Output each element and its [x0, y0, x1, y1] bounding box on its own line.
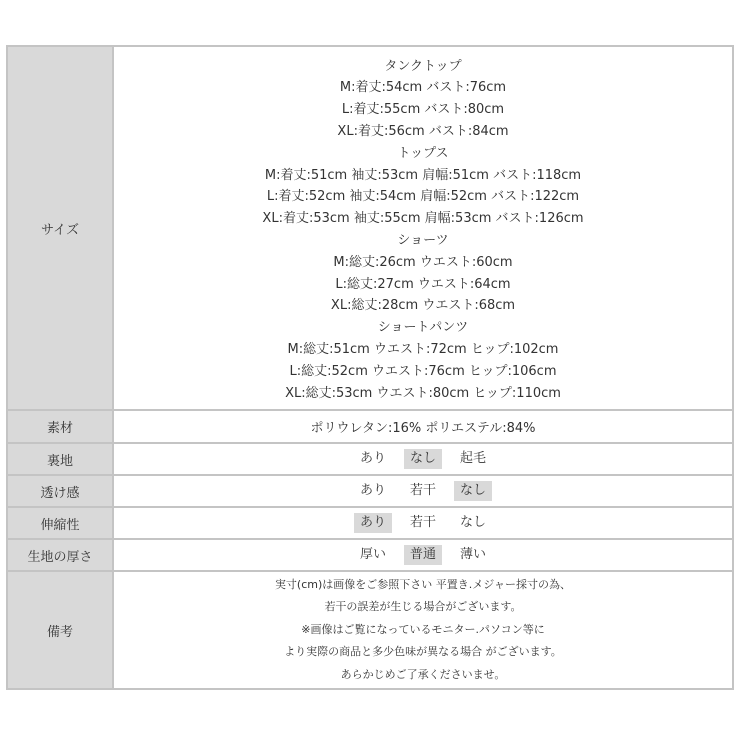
stretch-option-ari-selected: あり — [354, 513, 392, 533]
note-line: ※画像はご覧になっているモニター.パソコン等に — [301, 622, 545, 636]
product-spec-table — [6, 45, 734, 690]
size-heading-tanktop: タンクトップ — [384, 58, 462, 74]
size-line: XL:着丈:56cm バスト:84cm — [337, 124, 509, 140]
note-line: 実寸(cm)は画像をご参照下さい 平置き.メジャー採寸の為、 — [274, 577, 572, 591]
size-line: M:総丈:51cm ウエスト:72cm ヒップ:102cm — [287, 341, 559, 357]
sheerness-option-jakkan: 若干 — [409, 483, 436, 498]
size-line: M:総丈:26cm ウエスト:60cm — [333, 254, 513, 270]
lining-option-kimou: 起毛 — [460, 451, 487, 466]
size-line: L:着丈:55cm バスト:80cm — [341, 102, 505, 118]
size-heading-short-pants: ショートパンツ — [377, 320, 469, 336]
size-line: L:総丈:52cm ウエスト:76cm ヒップ:106cm — [289, 363, 557, 379]
sheerness-row — [7, 475, 733, 507]
size-line: L:着丈:52cm 袖丈:54cm 肩幅:52cm バスト:122cm — [266, 189, 580, 205]
lining-option-nashi-selected: なし — [404, 449, 442, 469]
stretch-options — [113, 507, 733, 539]
note-line: あらかじめご了承くださいませ。 — [340, 667, 506, 681]
size-values — [113, 46, 733, 410]
notes-row — [7, 571, 733, 689]
sheerness-option-nashi-selected: なし — [454, 481, 492, 501]
size-label: サイズ — [7, 46, 113, 410]
notes-label: 備考 — [7, 571, 113, 689]
material-row — [7, 410, 733, 443]
size-heading-tops: トップス — [397, 145, 449, 161]
size-line: XL:総丈:53cm ウエスト:80cm ヒップ:110cm — [285, 385, 561, 401]
lining-label: 裏地 — [7, 443, 113, 475]
lining-row — [7, 443, 733, 475]
thickness-label: 生地の厚さ — [7, 539, 113, 571]
size-line: XL:総丈:28cm ウエスト:68cm — [330, 298, 516, 314]
thickness-option-thick: 厚い — [359, 547, 386, 562]
thickness-option-thin: 薄い — [460, 547, 487, 562]
size-line: M:着丈:51cm 袖丈:53cm 肩幅:51cm バスト:118cm — [264, 167, 582, 183]
stretch-option-nashi: なし — [460, 515, 487, 530]
size-line: XL:着丈:53cm 袖丈:55cm 肩幅:53cm バスト:126cm — [262, 211, 584, 227]
size-line: M:着丈:54cm バスト:76cm — [339, 80, 507, 96]
sheerness-option-ari: あり — [359, 483, 386, 498]
size-heading-shorts: ショーツ — [397, 233, 449, 248]
note-line: 若干の誤差が生じる場合がございます。 — [324, 600, 522, 614]
material-value: ポリウレタン:16% ポリエステル:84% — [113, 410, 733, 443]
sheerness-options — [113, 475, 733, 507]
material-label: 素材 — [7, 410, 113, 443]
lining-option-ari: あり — [359, 451, 386, 466]
size-line: L:総丈:27cm ウエスト:64cm — [335, 276, 511, 292]
note-line: より実際の商品と多少色味が異なる場合 がございます。 — [284, 645, 562, 659]
sheerness-label: 透け感 — [7, 475, 113, 507]
stretch-label: 伸縮性 — [7, 507, 113, 539]
notes-text — [113, 571, 733, 689]
stretch-row — [7, 507, 733, 539]
size-row — [7, 46, 733, 410]
lining-options — [113, 443, 733, 475]
stretch-option-jakkan: 若干 — [409, 515, 436, 530]
thickness-row — [7, 539, 733, 571]
thickness-option-normal-selected: 普通 — [404, 545, 442, 565]
thickness-options — [113, 539, 733, 571]
